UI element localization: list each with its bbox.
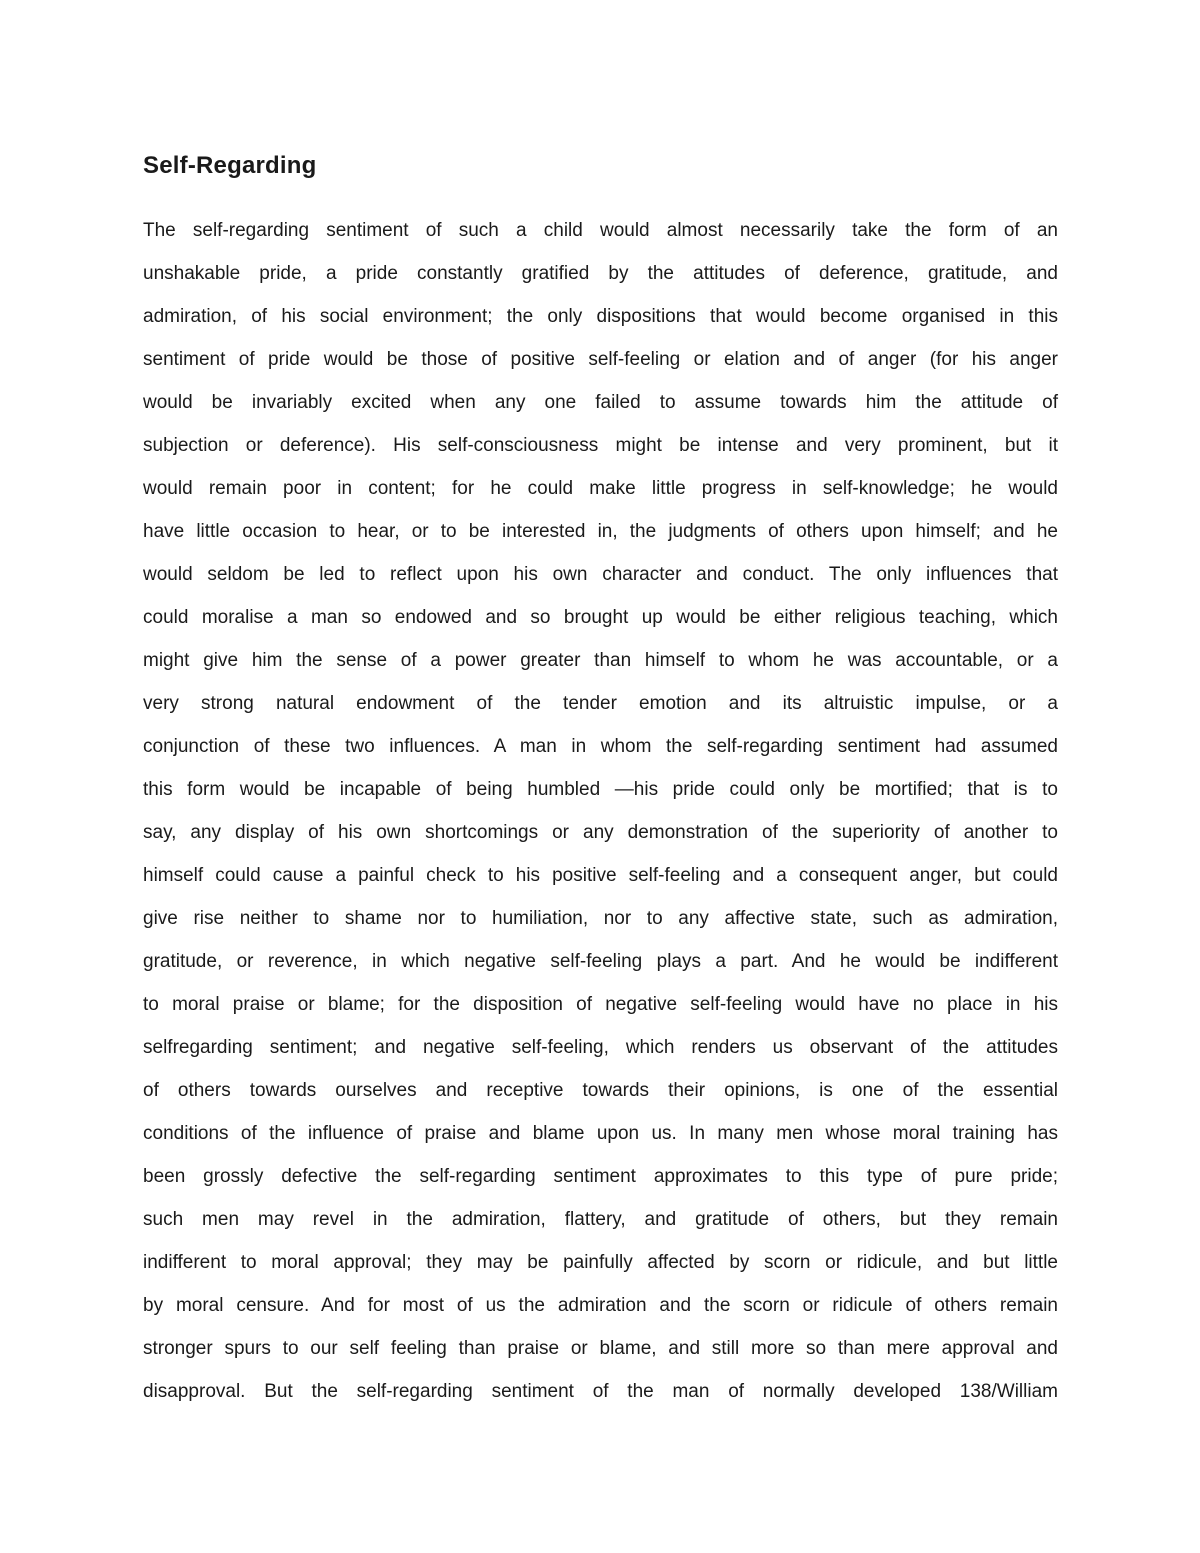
body-line: selfregarding sentiment; and negative self-feeling, which renders us observant of the attitudes — [143, 1037, 1058, 1058]
body-line: indifferent to moral approval; they may be painfully affected by scorn or ridicule, and but little — [143, 1252, 1058, 1273]
body-line: The self-regarding sentiment of such a child would almost necessarily take the form of an — [143, 220, 1058, 241]
body-line: sentiment of pride would be those of positive self-feeling or elation and of anger (for his anger — [143, 349, 1058, 370]
body-line: unshakable pride, a pride constantly gratified by the attitudes of deference, gratitude, and — [143, 263, 1058, 284]
body-line: himself could cause a painful check to his positive self-feeling and a consequent anger, but could — [143, 865, 1058, 886]
body-line: been grossly defective the self-regarding sentiment approximates to this type of pure pride; — [143, 1166, 1058, 1187]
body-line: would remain poor in content; for he could make little progress in self-knowledge; he would — [143, 478, 1058, 499]
body-line: have little occasion to hear, or to be interested in, the judgments of others upon himself; and he — [143, 521, 1058, 542]
body-line: conjunction of these two influences. A man in whom the self-regarding sentiment had assumed — [143, 736, 1058, 757]
body-line: of others towards ourselves and receptive towards their opinions, is one of the essential — [143, 1080, 1058, 1101]
body-line: such men may revel in the admiration, flattery, and gratitude of others, but they remain — [143, 1209, 1058, 1230]
body-line: by moral censure. And for most of us the admiration and the scorn or ridicule of others remain — [143, 1295, 1058, 1316]
body-line: say, any display of his own shortcomings or any demonstration of the superiority of another to — [143, 822, 1058, 843]
body-line: would seldom be led to reflect upon his own character and conduct. The only influences that — [143, 564, 1058, 585]
body-line: disapproval. But the self-regarding sentiment of the man of normally developed 138/William — [143, 1381, 1058, 1402]
body-line: could moralise a man so endowed and so brought up would be either religious teaching, which — [143, 607, 1058, 628]
body-line: gratitude, or reverence, in which negative self-feeling plays a part. And he would be indifferent — [143, 951, 1058, 972]
body-line: might give him the sense of a power greater than himself to whom he was accountable, or a — [143, 650, 1058, 671]
body-line: subjection or deference). His self-consciousness might be intense and very prominent, but it — [143, 435, 1058, 456]
body-line: admiration, of his social environment; the only dispositions that would become organised in this — [143, 306, 1058, 327]
body-line: give rise neither to shame nor to humiliation, nor to any affective state, such as admiration, — [143, 908, 1058, 929]
body-line: very strong natural endowment of the tender emotion and its altruistic impulse, or a — [143, 693, 1058, 714]
body-line: this form would be incapable of being humbled —his pride could only be mortified; that is to — [143, 779, 1058, 800]
body-line: conditions of the influence of praise and blame upon us. In many men whose moral training has — [143, 1123, 1058, 1144]
document-body — [143, 209, 1058, 1413]
body-line: stronger spurs to our self feeling than praise or blame, and still more so than mere approval and — [143, 1338, 1058, 1359]
body-line: would be invariably excited when any one failed to assume towards him the attitude of — [143, 392, 1058, 413]
body-line: to moral praise or blame; for the disposition of negative self-feeling would have no place in his — [143, 994, 1058, 1015]
document-title: Self-Regarding — [143, 152, 317, 179]
